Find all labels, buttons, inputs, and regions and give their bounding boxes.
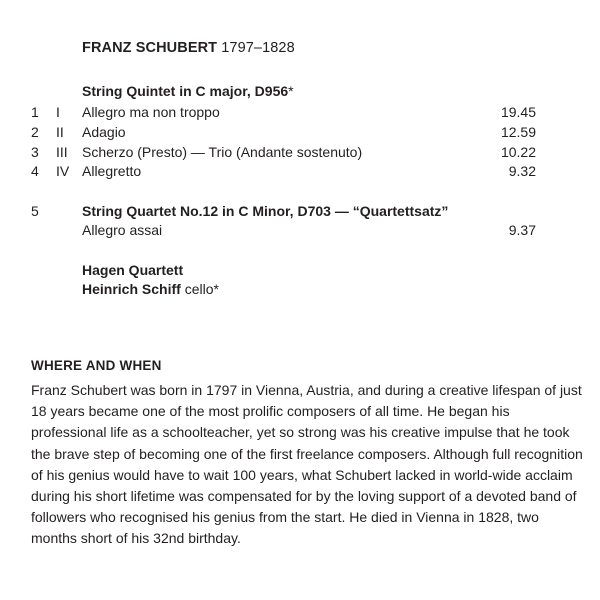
track-row: [0, 163, 600, 183]
track-number: 3: [31, 144, 39, 160]
composer-dates: 1797–1828: [221, 40, 295, 56]
movement-title: Adagio: [82, 124, 126, 140]
asterisk-mark: *: [288, 83, 294, 99]
performer-soloist: [82, 281, 219, 297]
section-heading: WHERE AND WHEN: [31, 358, 162, 373]
movement-title: Scherzo (Presto) — Trio (Andante sostenuto): [82, 144, 363, 160]
track-row: [0, 144, 600, 164]
performer-name: Heinrich Schiff: [82, 281, 181, 297]
work-title-text: String Quintet in C major, D956: [82, 83, 289, 99]
movement-numeral: II: [56, 124, 64, 140]
work-title-quartet: String Quartet No.12 in C Minor, D703 — “Quartettsatz”: [82, 203, 449, 219]
performer-role: cello*: [184, 281, 219, 297]
track-row: [0, 104, 600, 124]
performer-name: Hagen Quartett: [82, 262, 184, 278]
track-duration: 9.37: [508, 222, 536, 238]
track-number: 5: [31, 203, 39, 219]
movement-title: Allegretto: [82, 163, 142, 179]
track-duration: 12.59: [500, 124, 536, 140]
performer-ensemble: [82, 262, 183, 278]
track-row: [0, 222, 600, 242]
notes-paragraph: Franz Schubert was born in 1797 in Vienna, Austria, and during a creative lifespan of just 18 years became one of the most prolific composers of all time. He began his professional life as a schoolteacher, yet so strong was his creative impulse that he took the brave step of becoming one of the first freelance composers. Although full recognition of his genius would have to wait 100 years, what Schubert lacked in world-wide acclaim during his short lifetime was compensated for by the loving support of a devoted band of followers who recognised his genius from the start. He died in Vienna in 1828, two months short of his 32nd birthday.: [31, 382, 583, 547]
track-duration: 9.32: [508, 163, 536, 179]
composer-heading: [82, 40, 295, 56]
work-title-quintet: [82, 83, 294, 99]
movement-title: Allegro assai: [82, 222, 163, 238]
track-number: 2: [31, 124, 39, 140]
track-number: 4: [31, 163, 39, 179]
movement-numeral: III: [56, 144, 68, 160]
composer-name: FRANZ SCHUBERT: [82, 40, 218, 56]
track-number: 1: [31, 104, 39, 120]
work-row-quartettsatz: [0, 203, 600, 223]
track-duration: 10.22: [500, 144, 536, 160]
movement-numeral: IV: [56, 163, 70, 179]
track-row: [0, 124, 600, 144]
movement-numeral: I: [56, 104, 60, 120]
track-duration: 19.45: [500, 104, 536, 120]
movement-title: Allegro ma non troppo: [82, 104, 220, 120]
